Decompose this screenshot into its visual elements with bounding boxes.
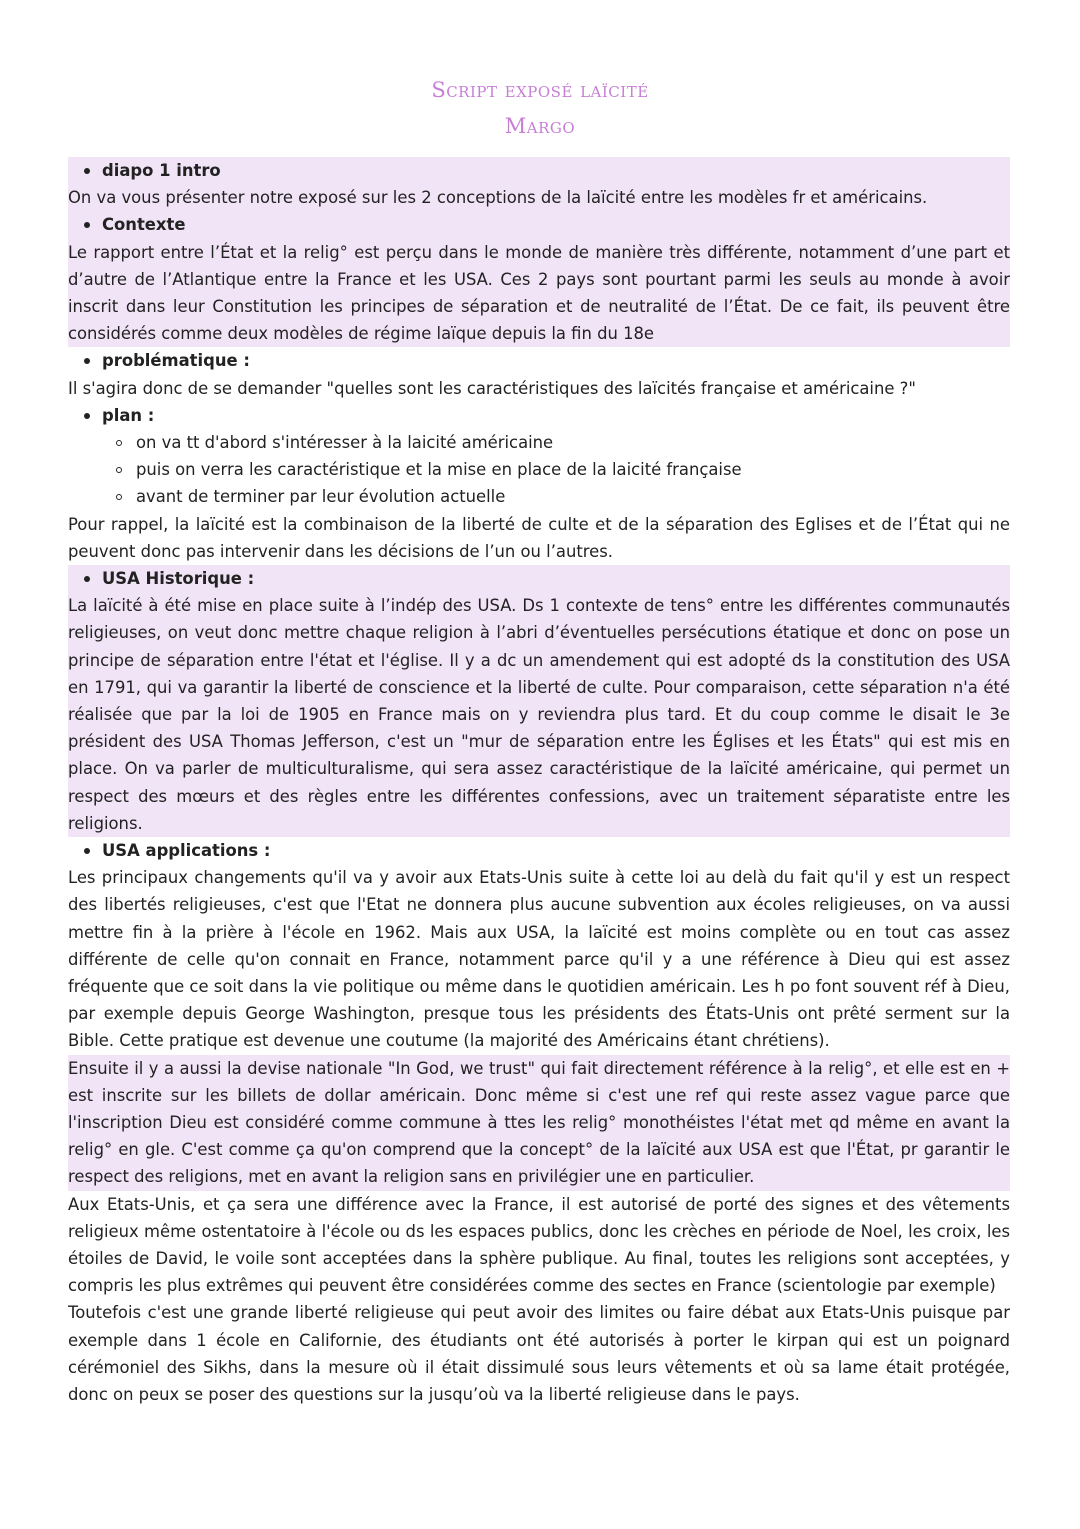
- section-problematique: [68, 347, 1010, 401]
- section-text-usa-applications-1: Les principaux changements qu'il va y avoir aux Etats-Unis suite à cette loi au delà du fait qu'il y est un respect des libertés religieuses, c'est que l'Etat ne donnera plus aucune subvention aux écoles religieuses, on va aussi mettre fin à la prière à l'école en 1962. Mais aux USA, la laïcité est moins complète ou en tout cas assez différente de celle qu'on connait en France, notamment parce qu'il y a une référence à Dieu qui est assez fréquente que ce soit dans la vie politique ou même dans le quotidien américain. Les h po font souvent réf à Dieu, par exemple depuis George Washington, presque tous les présidents des États-Unis ont prêté serment sur la Bible. Cette pratique est devenue une coutume (la majorité des Américains étant chrétiens).: [68, 868, 1010, 1051]
- section-text-usa-historique: La laïcité à été mise en place suite à l’indép des USA. Ds 1 contexte de tens° entre les différentes communautés religieuses, on veut donc mettre chaque religion à l’abri d’éventuelles persécutions étatique et donc on pose un principe de séparation entre l'état et l'église. Il y a dc un amendement qui est adopté ds la constitution des USA en 1791, qui va garantir la liberté de conscience et la liberté de culte. Pour comparaison, cette séparation n'a été réalisée que par la loi de 1905 en France mais on y reviendra plus tard. Et du coup comme le disait le 3e président des USA Thomas Jefferson, c'est un "mur de séparation entre les Églises et les États" qui est mis en place. On va parler de multiculturalisme, qui sera assez caractéristique de la laïcité américaine, qui permet un respect des mœurs et des règles entre les différentes confessions, avec un traitement séparatiste entre les religions.: [68, 596, 1010, 833]
- section-text-usa-applications-4: Toutefois c'est une grande liberté religieuse qui peut avoir des limites ou faire débat aux Etats-Unis puisque par exemple dans 1 école en Californie, des étudiants ont été autorisés à porter le kirpan qui est un poignard cérémoniel des Sikhs, dans la mesure où il était dissimulé sous leurs vêtements et où sa lame était protégée, donc on peux se poser des questions sur la jusqu’où va la liberté religieuse dans le pays.: [68, 1303, 1010, 1404]
- section-heading-plan: plan :: [68, 402, 1010, 429]
- section-heading-contexte: Contexte: [68, 211, 1010, 238]
- section-text-intro: On va vous présenter notre exposé sur les 2 conceptions de la laïcité entre les modèles fr et américains.: [68, 188, 928, 208]
- plan-item: puis on verra les caractéristique et la mise en place de la laicité française: [68, 456, 1010, 483]
- document-body: [68, 157, 1010, 1408]
- section-text-usa-applications-3: Aux Etats-Unis, et ça sera une différence avec la France, il est autorisé de porté des signes et des vêtements religieux même ostentatoire à l'école ou ds les espaces publics, donc les crèches en période de Noel, les croix, les étoiles de David, le voile sont acceptées dans la sphère publique. Au final, toutes les religions sont acceptées, y compris les plus extrêmes qui peuvent être considérées comme des sectes en France (scientologie par exemple): [68, 1194, 1010, 1296]
- document-header: [0, 74, 1080, 142]
- plan-item: avant de terminer par leur évolution actuelle: [68, 483, 1010, 510]
- section-usa-applications: [68, 837, 1010, 1408]
- section-heading-intro: diapo 1 intro: [68, 157, 1010, 184]
- section-heading-problematique: problématique :: [68, 347, 1010, 374]
- section-text-problematique: Il s'agira donc de se demander "quelles sont les caractéristiques des laïcités française et américaine ?": [68, 378, 916, 398]
- section-intro: [68, 157, 1010, 211]
- section-text-usa-applications-2: Ensuite il y a aussi la devise nationale "In God, we trust" qui fait directement référence à la relig°, et elle est en + est inscrite sur les billets de dollar américain. Donc même si c'est une ref qui reste assez vague parce que l'inscription Dieu est considéré comme commune à ttes les relig° monothéistes l'état met qd même en avant la relig° en gle. C'est comme ça qu'on comprend que la concept° de la laïcité aux USA est que l'État, pr garantir le respect des religions, met en avant la religion sans en privilégier une en particulier.: [68, 1055, 1010, 1191]
- section-usa-historique: [68, 565, 1010, 837]
- section-heading-usa-historique: USA Historique :: [68, 565, 1010, 592]
- plan-item: on va tt d'abord s'intéresser à la laicité américaine: [68, 429, 1010, 456]
- section-text-plan: Pour rappel, la laïcité est la combinaison de la liberté de culte et de la séparation des Eglises et de l’État qui ne peuvent donc pas intervenir dans les décisions de l’un ou l’autres.: [68, 514, 1010, 561]
- document-title: Script exposé laïcité: [431, 78, 649, 102]
- section-heading-usa-applications: USA applications :: [68, 837, 1010, 864]
- section-text-contexte: Le rapport entre l’État et la relig° est perçu dans le monde de manière très différente, notamment d’une part et d’autre de l’Atlantique entre la France et les USA. Ces 2 pays sont pourtant parmi les seuls au monde à avoir inscrit dans leur Constitution les principes de séparation et de neutralité de l’État. De ce fait, ils peuvent être considérés comme deux modèles de régime laïque depuis la fin du 18e: [68, 242, 1010, 344]
- section-plan: [68, 402, 1010, 565]
- document-author: Margo: [504, 114, 576, 138]
- section-contexte: [68, 211, 1010, 347]
